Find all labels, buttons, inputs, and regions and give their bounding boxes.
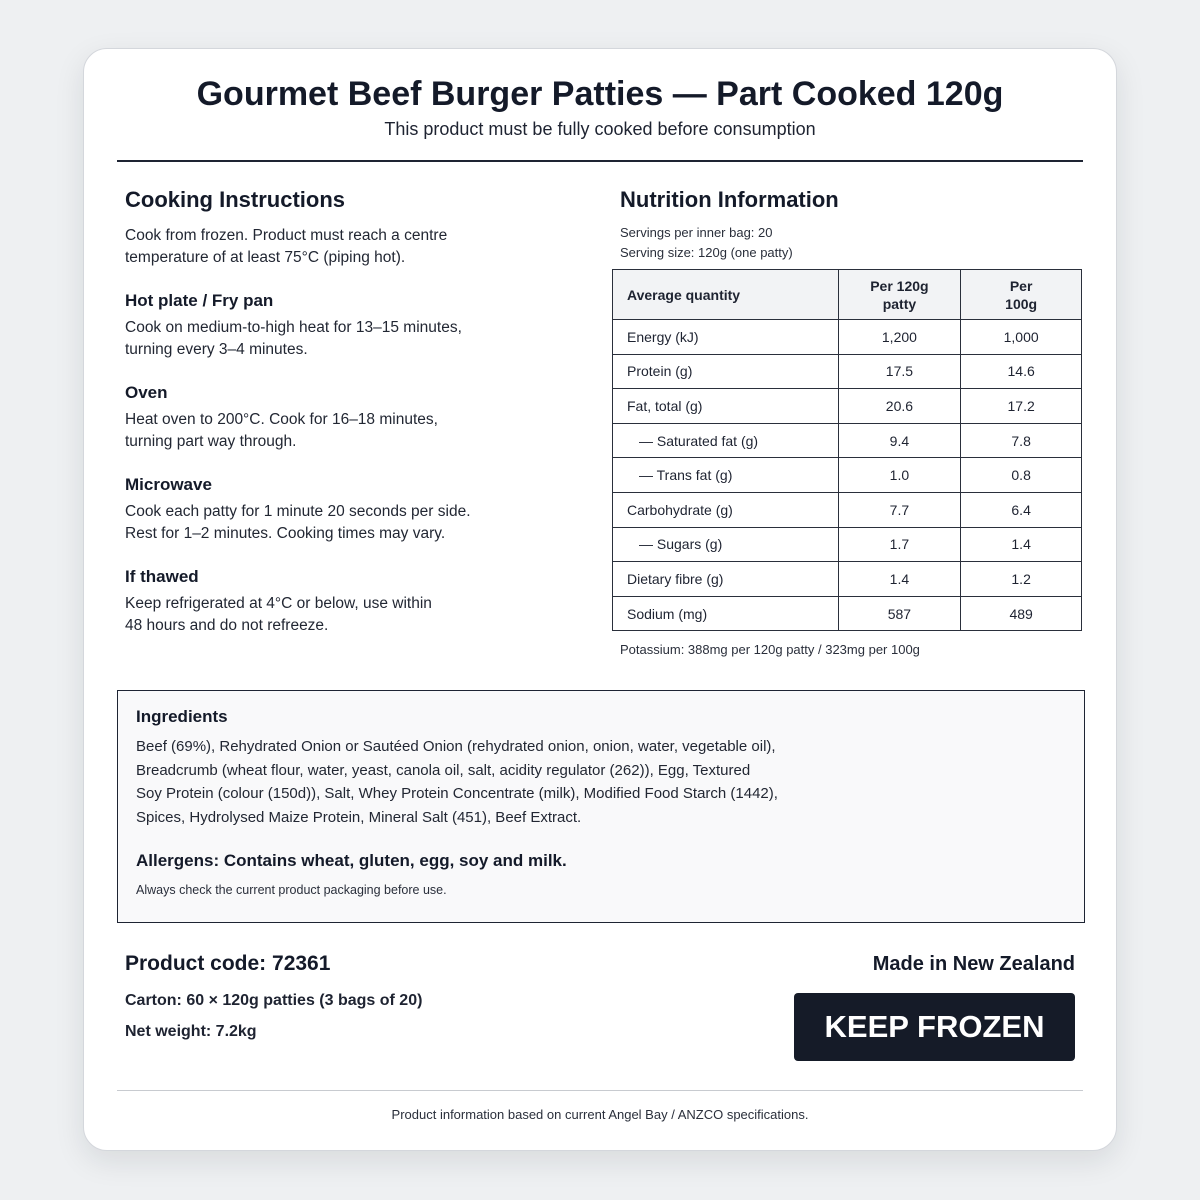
nutrition-table xyxy=(612,269,1082,631)
ingredients-text xyxy=(136,735,836,829)
per-100g-value: 1.4 xyxy=(961,527,1082,562)
servings-per-bag: Servings per inner bag: 20 xyxy=(620,225,773,240)
potassium-note: Potassium: 388mg per 120g patty / 323mg per 100g xyxy=(620,642,920,657)
method-line: Rest for 1–2 minutes. Cooking times may vary. xyxy=(125,525,446,542)
per-serve-value: 587 xyxy=(838,596,961,631)
table-row xyxy=(613,354,1082,389)
nutrient-label: Sodium (mg) xyxy=(613,596,839,631)
per-serve-value: 7.7 xyxy=(838,492,961,527)
table-row xyxy=(613,458,1082,493)
nutrient-label: Fat, total (g) xyxy=(613,389,839,424)
method-text-thawed xyxy=(125,593,545,637)
footer-note: Product information based on current Angel Bay / ANZCO specifications. xyxy=(391,1107,809,1122)
method-text-microwave xyxy=(125,501,545,545)
ingredients-line: Breadcrumb (wheat flour, water, yeast, canola oil, salt, acidity regulator (262)), Egg, Textured xyxy=(136,761,751,779)
method-line: Keep refrigerated at 4°C or below, use within xyxy=(125,595,432,612)
per-100g-value: 6.4 xyxy=(961,492,1082,527)
method-line: 48 hours and do not refreeze. xyxy=(125,617,329,634)
per-100g-value: 14.6 xyxy=(961,354,1082,389)
serving-size: Serving size: 120g (one patty) xyxy=(620,245,793,260)
nutrient-label: Dietary fibre (g) xyxy=(613,562,839,597)
column-header xyxy=(838,270,961,320)
header-divider xyxy=(117,160,1083,162)
nutrient-label: Carbohydrate (g) xyxy=(613,492,839,527)
nutrition-heading: Nutrition Information xyxy=(620,187,839,212)
method-title-hotplate: Hot plate / Fry pan xyxy=(125,291,274,310)
column-header-line: patty xyxy=(882,295,917,312)
ingredients-line: Beef (69%), Rehydrated Onion or Sautéed Onion (rehydrated onion, onion, water, vegetable oil), xyxy=(136,738,776,755)
column-header-line: Per xyxy=(1009,277,1033,294)
per-serve-value: 9.4 xyxy=(838,423,961,458)
packaging-note: Always check the current product packaging before use. xyxy=(136,883,447,897)
nutrition-information xyxy=(620,187,1082,657)
per-100g-value: 1.2 xyxy=(961,562,1082,597)
method-line: Cook on medium-to-high heat for 13–15 minutes, xyxy=(125,319,462,336)
per-100g-value: 0.8 xyxy=(961,458,1082,493)
table-header-row xyxy=(613,270,1082,320)
per-100g-value: 17.2 xyxy=(961,389,1082,424)
method-line: turning part way through. xyxy=(125,433,297,450)
method-line: turning every 3–4 minutes. xyxy=(125,341,308,358)
keep-frozen-badge xyxy=(794,993,1075,1061)
nutrient-label: Energy (kJ) xyxy=(613,320,839,355)
table-row xyxy=(613,562,1082,597)
per-serve-value: 1.7 xyxy=(838,527,961,562)
per-serve-value: 1.0 xyxy=(838,458,961,493)
column-header xyxy=(961,270,1082,320)
product-code: Product code: 72361 xyxy=(125,952,331,975)
product-spec-card xyxy=(83,48,1117,1151)
method-title-thawed: If thawed xyxy=(125,567,199,586)
table-row xyxy=(613,389,1082,424)
cooking-instructions xyxy=(125,187,545,637)
country-of-origin: Made in New Zealand xyxy=(872,953,1075,975)
method-text-oven xyxy=(125,409,545,453)
page-subtitle: This product must be fully cooked before consumption xyxy=(384,119,816,139)
ingredients-line: Soy Protein (colour (150d)), Salt, Whey Protein Concentrate (milk), Modified Food Starch (1442), xyxy=(136,785,778,802)
page-title: Gourmet Beef Burger Patties — Part Cooked 120g xyxy=(196,75,1004,113)
table-row xyxy=(613,492,1082,527)
table-row xyxy=(613,320,1082,355)
allergens-statement: Allergens: Contains wheat, gluten, egg, soy and milk. xyxy=(136,851,567,870)
ingredients-heading: Ingredients xyxy=(136,707,228,726)
ingredients-line: Spices, Hydrolysed Maize Protein, Mineral Salt (451), Beef Extract. xyxy=(136,808,582,826)
method-line: Cook each patty for 1 minute 20 seconds per side. xyxy=(125,503,471,520)
net-weight: Net weight: 7.2kg xyxy=(125,1023,257,1040)
table-row xyxy=(613,527,1082,562)
footer-divider xyxy=(117,1090,1083,1091)
column-header-line: 100g xyxy=(1005,295,1038,312)
nutrient-label: Protein (g) xyxy=(613,354,839,389)
nutrient-label: — Trans fat (g) xyxy=(613,458,839,493)
per-100g-value: 1,000 xyxy=(961,320,1082,355)
per-100g-value: 7.8 xyxy=(961,423,1082,458)
per-serve-value: 1.4 xyxy=(838,562,961,597)
per-serve-value: 1,200 xyxy=(838,320,961,355)
per-serve-value: 17.5 xyxy=(838,354,961,389)
method-title-microwave: Microwave xyxy=(125,475,212,494)
per-serve-value: 20.6 xyxy=(838,389,961,424)
carton-size: Carton: 60 × 120g patties (3 bags of 20) xyxy=(125,992,423,1009)
table-row xyxy=(613,423,1082,458)
table-row xyxy=(613,596,1082,631)
method-text-hotplate xyxy=(125,317,545,361)
cooking-intro-line: temperature of at least 75°C (piping hot). xyxy=(125,249,406,266)
method-title-oven: Oven xyxy=(125,383,168,402)
method-line: Heat oven to 200°C. Cook for 16–18 minutes, xyxy=(125,411,438,428)
cooking-intro xyxy=(125,225,545,269)
cooking-intro-line: Cook from frozen. Product must reach a centre xyxy=(125,227,448,244)
keep-frozen-label: KEEP FROZEN xyxy=(824,1009,1045,1044)
per-100g-value: 489 xyxy=(961,596,1082,631)
column-header-line: Per 120g xyxy=(870,277,929,294)
column-header: Average quantity xyxy=(613,270,839,320)
cooking-heading: Cooking Instructions xyxy=(125,187,345,212)
ingredients-box xyxy=(117,690,1085,923)
nutrient-label: — Sugars (g) xyxy=(613,527,839,562)
nutrient-label: — Saturated fat (g) xyxy=(613,423,839,458)
